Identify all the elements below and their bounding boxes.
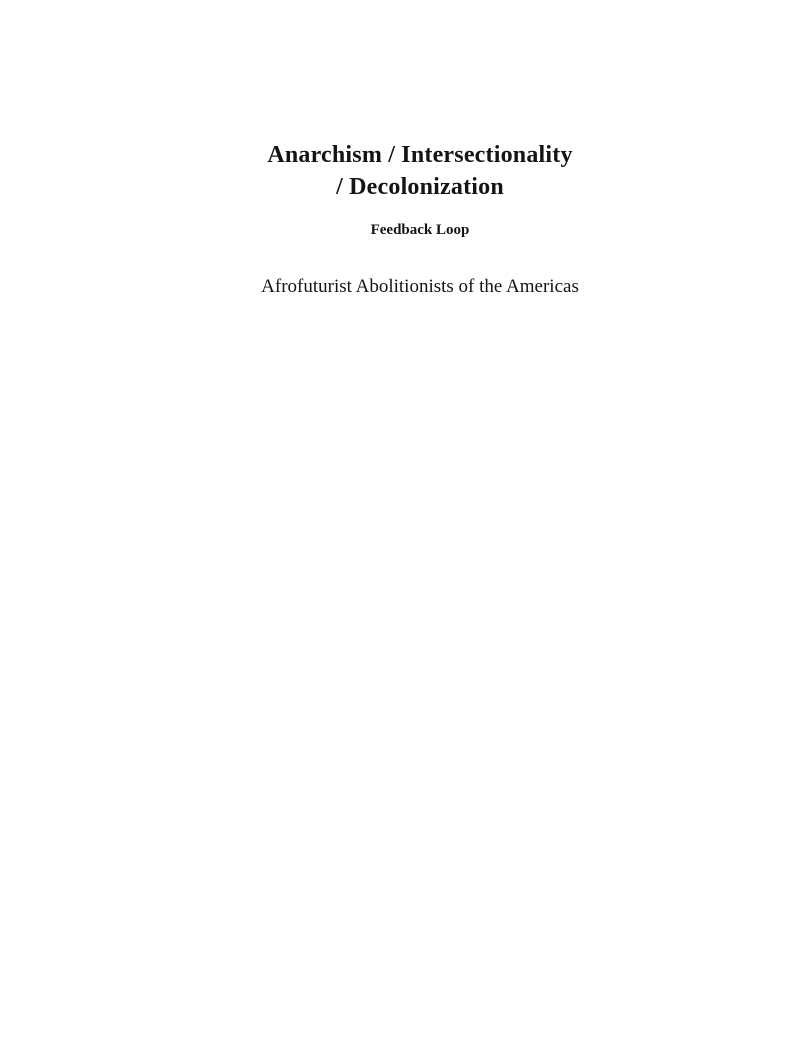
document-title-line-2: / Decolonization <box>336 174 504 200</box>
document-title-line-1: Anarchism / Intersectionality <box>267 142 573 168</box>
document-title <box>41 0 799 203</box>
document-page <box>41 0 799 1064</box>
document-subtitle: Feedback Loop <box>370 222 470 238</box>
document-author: Afrofuturist Abolitionists of the Americas <box>261 276 579 297</box>
